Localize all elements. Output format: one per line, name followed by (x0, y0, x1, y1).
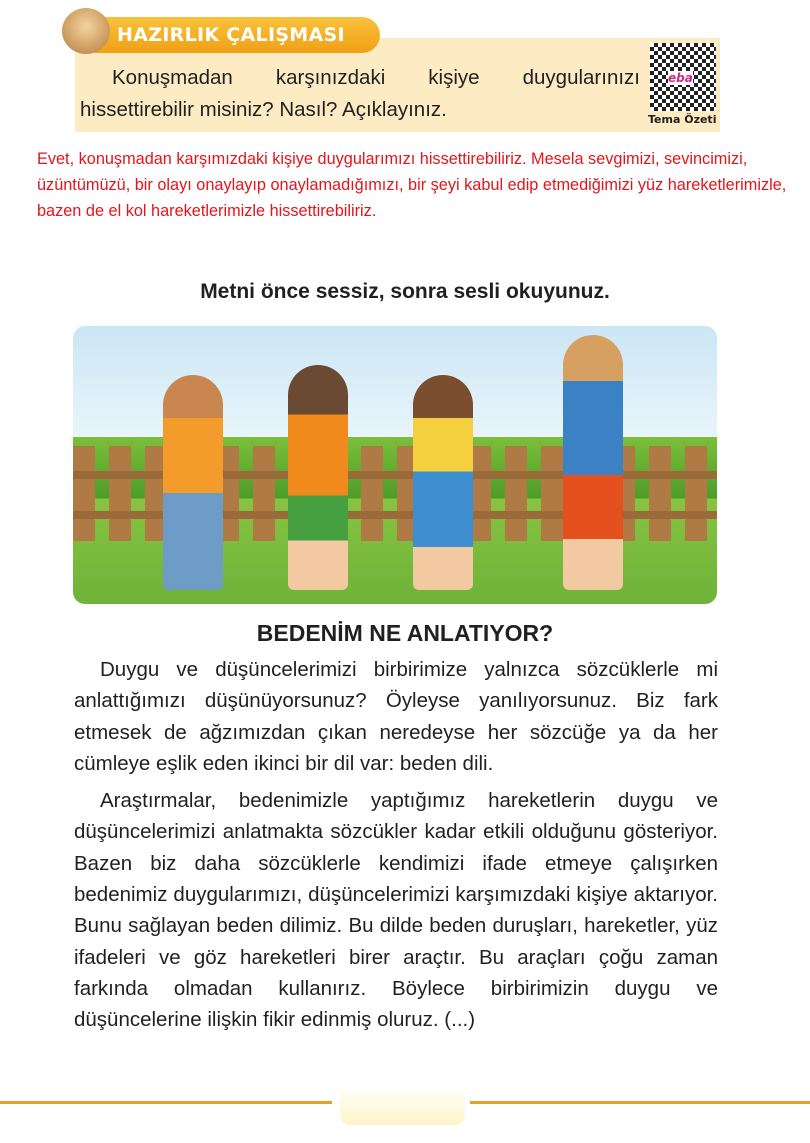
child-figure (288, 365, 348, 590)
paragraph: Duygu ve düşüncelerimizi birbirimize yalnızca sözcüklerle mi anlattığımızı düşünüyorsunuz? Öyleyse yanılıyorsunuz. Biz fark etmesek de ağzımızdan çıkan neredeyse her sözcüğe ya da her cümleye eşlik eden ikinci bir dil var: beden dili. (74, 658, 718, 775)
child-figure (563, 335, 623, 590)
child-figure (163, 375, 223, 590)
section-banner: HAZIRLIK ÇALIŞMASI (95, 17, 380, 53)
qr-logo: eba (668, 71, 693, 85)
text-title: BEDENİM NE ANLATIYOR? (256, 620, 554, 646)
handwritten-answer: Evet, konuşmadan karşımızdaki kişiye duygularımızı hissettirebiliriz. Mesela sevgimizi, sevincimizi, üzüntümüzü, bir olayı onaylayıp onaylamadığımızı, bir şeyi kabul edip etmediğimizi yüz hareketlerimizle, bazen de el kol hareketlerimizle hissettirebiliriz. (37, 150, 787, 220)
reading-instruction: Metni önce sessiz, sonra sesli okuyunuz. (200, 280, 610, 303)
qr-code-icon[interactable] (650, 43, 716, 111)
reading-text (74, 654, 718, 1042)
page-tab (340, 1085, 465, 1125)
children-illustration (73, 326, 717, 604)
footer-rule (0, 1101, 332, 1104)
footer-rule (470, 1101, 810, 1104)
child-figure (413, 375, 473, 590)
qr-label: Tema Özeti (648, 113, 717, 126)
preparation-question: Konuşmadan karşınızdaki kişiye duygularınızı hissettirebilir misiniz? Nasıl? Açıklayınız. (80, 66, 640, 121)
paragraph: Araştırmalar, bedenimizle yaptığımız hareketlerin duygu ve düşüncelerimizi anlatmakta sözcükler kadar etkili olduğunu gösteriyor. Bazen biz daha sözcüklerle kendimizi ifade etmeye çalışırken bedenimiz duygularımızı, düşüncelerimizi karşımızdaki kişiye aktarıyor. Bunu sağlayan beden dilimiz. Bu dilde beden duruşları, hareketler, yüz ifadeleri ve göz hareketleri birer araçtır. Bu araçları çoğu zaman farkında olmadan kullanırız. Böylece birbirimizin duygu ve düşüncelerine ilişkin fikir edinmiş oluruz. (...) (74, 789, 718, 1032)
mascot-icon (62, 8, 110, 54)
